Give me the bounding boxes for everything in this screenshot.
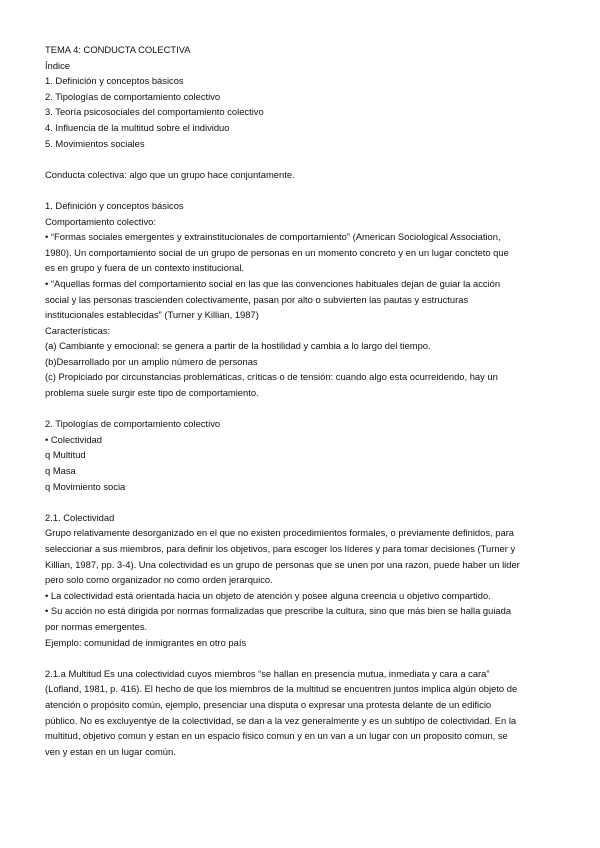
feature-c-line: (c) Propiciado por circunstancias problemáticas, críticas o de tensión: cuando algo esta ocurreidendo, hay un (45, 371, 498, 383)
type-item: • Colectividad (45, 433, 102, 445)
section21-example: Ejemplo: comunidad de inmigrantes en otro país (45, 636, 247, 648)
section21-para-line: seleccionar a sus miembros, para definir los objetivos, para escoger los líderes y para tomar decisiones (Turner y (45, 543, 516, 554)
document-title: TEMA 4: CONDUCTA COLECTIVA (45, 44, 191, 55)
spacer (45, 401, 560, 417)
type-item: q Multitud (45, 449, 86, 461)
index-item: 5. Movimientos sociales (45, 137, 145, 149)
index-item: 2. Tipologías de comportamiento colectivo (45, 90, 221, 102)
section2-heading: 2. Tipologías de comportamiento colectivo (45, 418, 221, 430)
section21a-para-line: (Lofland, 1981, p. 416). El hecho de que los miembros de la multitud se encuentren juntos implica algún objeto de (45, 683, 518, 695)
feature-a: (a) Cambiante y emocional: se genera a partir de la hostilidad y cambia a lo largo del tiempo. (45, 340, 431, 352)
section21-para-line: Grupo relativamente desorganizado en el que no existen procedimientos formales, o previamente definidos, para (45, 527, 515, 539)
section1-bullet1-line: • “Formas sociales emergentes y extrainstitucionales de comportamiento” (American Sociological Association, (45, 231, 501, 243)
section21a-para-line: público. No es excluyentye de la colectividad, se dan a la vez generalmente y es un subtipo de colectividad. En la (45, 714, 517, 726)
index-item: 4. Influencia de la multitud sobre el individuo (45, 121, 230, 133)
features-heading: Características: (45, 324, 111, 336)
spacer (45, 151, 560, 167)
feature-b: (b)Desarrollado por un amplio número de personas (45, 355, 258, 367)
section21-bullet2-line: • Su acción no está dirigida por normas formalizadas que prescribe la cultura, sino que más bien se halla guiada (45, 605, 512, 617)
index-item: 3. Teoría psicosociales del comportamiento colectivo (45, 106, 264, 118)
section1-bullet2-line: institucionales establecidas” (Turner y Killian, 1987) (45, 309, 259, 321)
spacer (45, 182, 560, 198)
spacer (45, 650, 560, 666)
section1-subheading: Comportamiento colectivo: (45, 215, 156, 227)
section21a-para-line: multitud, objetivo comun y estan en un espacio fisico comun y en un van a un lugar con un proposito comun, se (45, 730, 508, 742)
section21a-para-line: atención o propósito común, ejemplo, presenciar una disputa o expresar una protesta delante de un edificio (45, 698, 492, 710)
index-item: 1. Definición y conceptos básicos (45, 75, 184, 87)
spacer (45, 494, 560, 510)
section1-bullet2-line: • “Aquellas formas del comportamiento social en las que las convenciones habituales dejan de guiar la acción (45, 277, 501, 289)
type-item: q Masa (45, 465, 76, 477)
section1-heading: 1. Definición y conceptos básicos (45, 199, 184, 211)
section1-bullet2-line: social y las personas trascienden colectivamente, pasan por alto o subvierten las pautas y estructuras (45, 293, 469, 305)
section21-para-line: Killian, 1987, pp. 3-4). Una colectividad es un grupo de personas que se unen por una razon, puede haber un lider (45, 558, 520, 570)
index-heading: Índice (45, 59, 71, 71)
document-page (45, 42, 560, 759)
section21-para-line: pero solo como organizador no como orden jerarquico. (45, 574, 273, 586)
section21-bullet1: • La colectividad está orientada hacia un objeto de atención y posee alguna creencia u objetivo compartido. (45, 589, 491, 601)
feature-c-line: problema suele surgir este tipo de comportamiento. (45, 387, 259, 399)
section21a-para-line: ven y estan en un lugar común. (45, 745, 176, 757)
section21-heading: 2.1. Colectividad (45, 511, 115, 523)
section1-bullet1-line: 1980). Un comportamiento social de un grupo de personas en un momento concreto y en un lugar concteto que (45, 246, 509, 258)
section21a-para-line: 2.1.a Multitud Es una colectividad cuyos miembros “se hallan en presencia mutua, inmediata y cara a cara” (45, 667, 490, 679)
section1-bullet1-line: es en grupo y fuera de un contexto institucional. (45, 262, 245, 274)
type-item: q Movimiento socia (45, 480, 126, 492)
intro-text: Conducta colectiva: algo que un grupo hace conjuntamente. (45, 168, 295, 180)
section21-bullet2-line: por normas emergentes. (45, 620, 148, 632)
